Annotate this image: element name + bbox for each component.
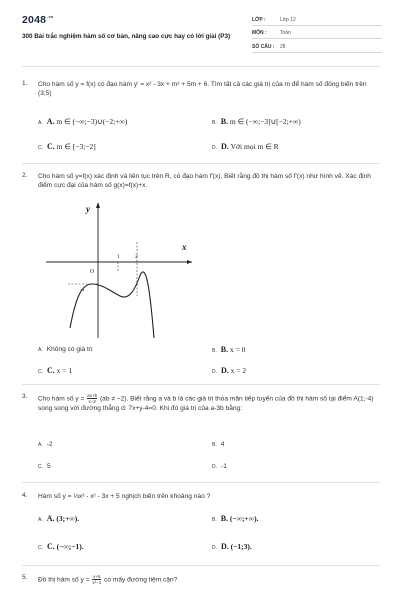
tick-label-minus1: -1 xyxy=(80,287,85,293)
q1-option-a[interactable]: A. A. m ∈ (−∞;−3)∪(−2;+∞) xyxy=(38,117,128,126)
q1-option-b[interactable]: B. B. m ∈ (−∞;−3]∪[−2;+∞) xyxy=(212,117,301,126)
tick-label-1: 1 xyxy=(117,254,120,260)
divider xyxy=(22,565,380,566)
q3-option-c[interactable]: C. 5 xyxy=(38,463,51,470)
q2-option-a[interactable]: A. Không có giá trị xyxy=(38,346,93,353)
header-divider xyxy=(22,66,380,67)
question-2-text: Cho hàm số y=f(x) xác định và liên tục trên R, có đạo hàm f'(x). Biết rằng đồ thị hàm số f'(x) như hình vẽ. Xác định điểm cực đại của hàm số g(x)=f(x)+x. xyxy=(38,173,371,189)
divider xyxy=(22,482,380,483)
q3-option-b[interactable]: B. 4 xyxy=(212,441,225,448)
q1-option-d[interactable]: D. D. Với mọi m ∈ R xyxy=(212,142,279,151)
divider xyxy=(22,163,380,164)
q2-option-c[interactable]: C. C. x = 1 xyxy=(38,366,73,375)
q2-option-b[interactable]: B. B. x = 0 xyxy=(212,345,246,354)
q4-option-d[interactable]: D. D. (−1;3). xyxy=(212,542,252,551)
q1-option-c[interactable]: C. C. m ∈ [−3;−2] xyxy=(38,142,96,151)
q3-option-a[interactable]: A. -2 xyxy=(38,441,53,448)
question-5-text: Đồ thị hàm số y = $\frac{x+6}{\text{x²−1}}$ có mấy đường tiệm cận? xyxy=(38,574,178,585)
tick-label-2: 2 xyxy=(135,254,138,260)
site-logo[interactable]: $2048^{.vn}$ xyxy=(22,14,54,26)
divider xyxy=(22,384,380,385)
x-axis-arrow-icon xyxy=(187,260,192,264)
document-title: 300 Bài trắc nghiệm hàm số cơ bản, nâng cao cực hay có lời giải (P3) xyxy=(22,33,231,40)
origin-label: O xyxy=(90,269,95,275)
derivative-curve xyxy=(70,272,154,338)
derivative-graph xyxy=(36,200,196,340)
x-axis-label: x xyxy=(182,242,187,252)
fraction: $\frac{ax+b}{x-2}$ xyxy=(87,393,98,404)
q3-option-d[interactable]: D. -1 xyxy=(212,463,227,470)
question-1-text: Cho hàm số y = f(x) có đạo hàm y' = x² - 3x + m² + 5m + 6. Tìm tất cả các giá trị của m để hàm số đồng biến trên (3;5) xyxy=(38,81,367,97)
fraction: $\frac{x+6}{\text{x²−1}}$ xyxy=(92,574,102,585)
question-4-text: Hàm số y = ⅓x³ - x² - 3x + 5 nghịch biến trên khoảng nào ? xyxy=(38,493,211,500)
y-axis-arrow-icon xyxy=(96,202,100,208)
q4-option-b[interactable]: B. B. (−∞;+∞). xyxy=(212,514,259,523)
document-header: $2048^{.vn}$ 300 Bài trắc nghiệm hàm số cơ bản, nâng cao cực hay có lời giải (P3) LỚP : Lớp 12 MÔN : Toán SỐ CÂU : 28 xyxy=(22,14,382,60)
q2-option-d[interactable]: D. D. x = 2 xyxy=(212,366,247,375)
q4-option-a[interactable]: A. A. (3;+∞). xyxy=(38,514,80,523)
y-axis-label: y xyxy=(86,204,90,214)
q4-option-c[interactable]: C. C. (−∞;−1). xyxy=(38,542,84,551)
question-3-text: Cho hàm số y = $\frac{ax+b}{x-2}$ (ab ≠ −2). Biết rằng a và b là các giá trị thỏa mãn tiếp tuyến của đồ thị hàm số tại điểm A(1;-4) song song với đường thẳng d: 7x+y-4=0. Khi đó giá trị của a-3b bằng: xyxy=(38,393,374,412)
